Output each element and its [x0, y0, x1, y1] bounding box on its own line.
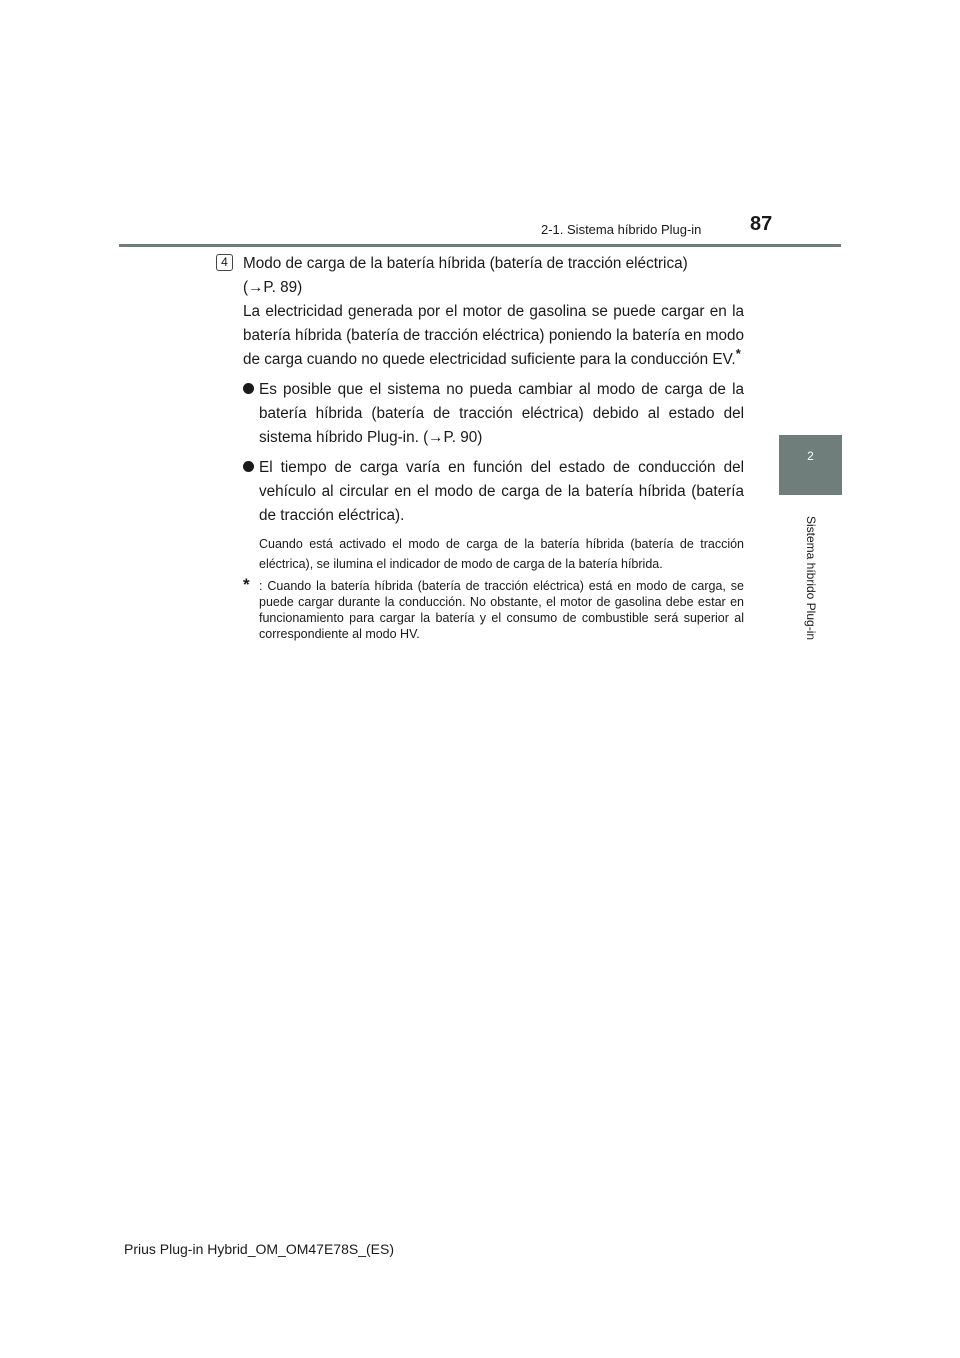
header-divider: [119, 244, 841, 247]
chapter-number: 2: [807, 449, 814, 463]
footnote-asterisk: *: [243, 575, 250, 594]
item-title: Modo de carga de la batería híbrida (batería de tracción eléctrica): [243, 255, 688, 272]
asterisk-mark: *: [735, 345, 741, 361]
page-reference: (→P. 89): [243, 279, 303, 296]
bullet-item: [243, 378, 744, 450]
page-number: 87: [750, 213, 773, 235]
bullet-dot-icon: [243, 383, 254, 394]
bullet-dot-icon: [243, 461, 254, 472]
chapter-tab: [779, 435, 842, 495]
content-block: [243, 252, 744, 642]
note-text: Cuando está activado el modo de carga de la batería híbrida (batería de tracción eléctrica), se ilumina el indicador de modo de carga de la batería híbrida.: [259, 537, 744, 571]
chapter-side-label: Sistema híbrido Plug-in: [804, 515, 818, 641]
bullet-text: El tiempo de carga varía en función del estado de conducción del vehículo al circular en el modo de carga de la batería híbrida (batería de tracción eléctrica).: [259, 459, 744, 524]
item-number-badge: 4: [216, 254, 233, 271]
item-body-text: La electricidad generada por el motor de gasolina se puede cargar en la batería híbrida (batería de tracción eléctrica) poniendo la batería en modo de carga cuando no quede electricidad suficiente para la conducción EV.: [243, 303, 744, 368]
footnote-text: : Cuando la batería híbrida (batería de tracción eléctrica) está en modo de carga, se puede cargar durante la conducción. No obstante, el motor de gasolina debe estar en funcionamiento para cargar la batería y el consumo de combustible será superior al correspondiente al modo HV.: [259, 579, 744, 641]
footnote: [243, 575, 744, 642]
item-body: [243, 300, 744, 372]
bullet-item: [243, 456, 744, 528]
bullet-text: Es posible que el sistema no pueda cambiar al modo de carga de la batería híbrida (batería de tracción eléctrica) debido al estado del sistema híbrido Plug-in. (→P. 90): [259, 381, 744, 446]
section-title: 2-1. Sistema híbrido Plug-in: [541, 222, 702, 237]
document-footer: Prius Plug-in Hybrid_OM_OM47E78S_(ES): [124, 1241, 394, 1257]
